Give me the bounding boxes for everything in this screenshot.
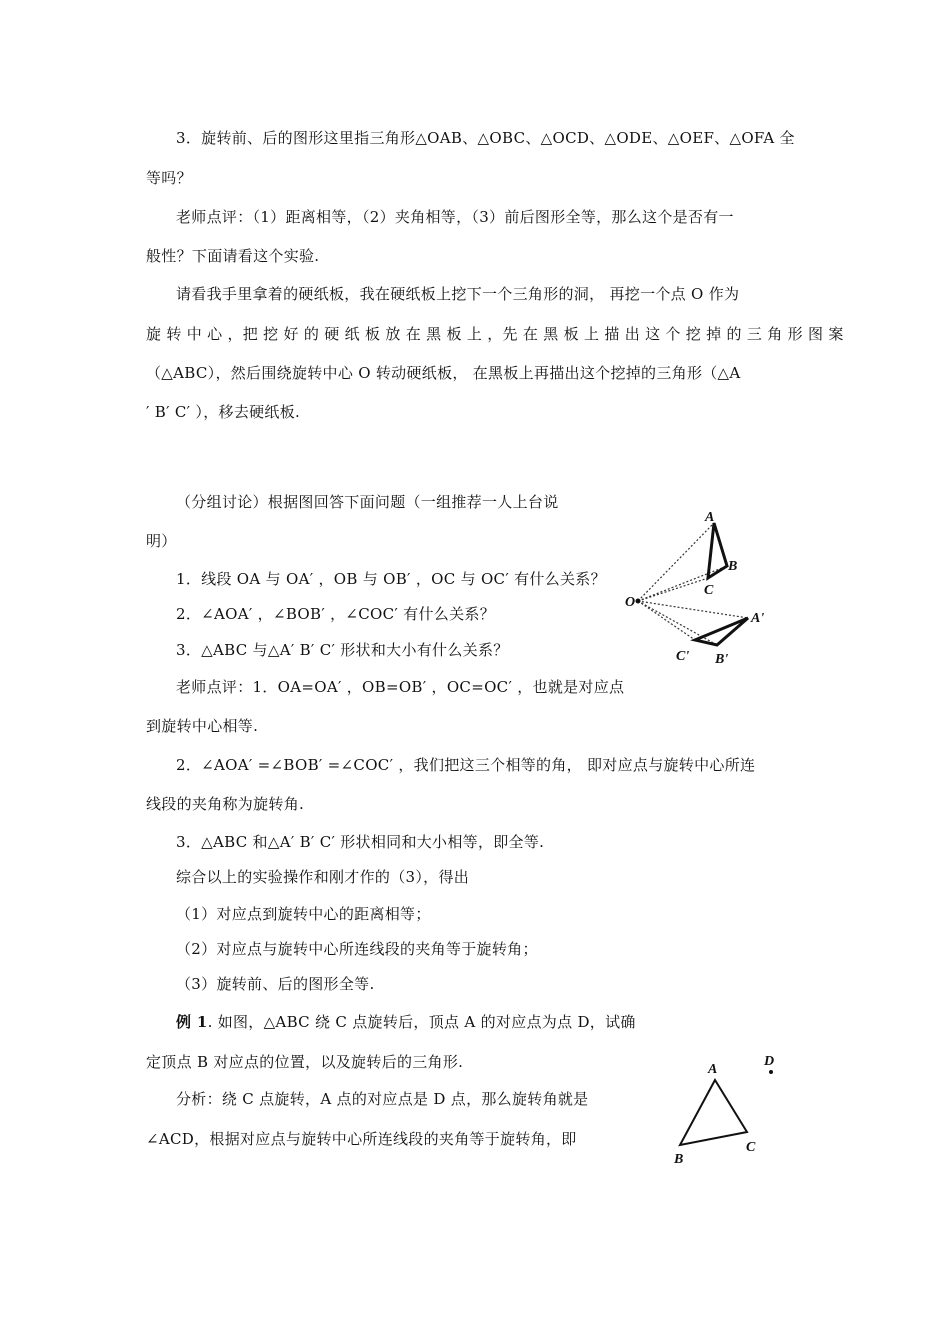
label-c: C — [704, 583, 714, 598]
label-d: D — [764, 1054, 775, 1069]
question-3-line-2: 等吗？ — [146, 169, 192, 187]
label-b: B — [728, 559, 738, 574]
comment-2-line-1: 2．∠AOA′ =∠BOB′ =∠COC′ ，我们把这三个相等的角， 即对应点与旋转中心所连 — [176, 756, 756, 774]
label-o: O — [625, 595, 636, 610]
example-1-line-2: 定顶点 B 对应点的位置，以及旋转后的三角形. — [146, 1053, 464, 1071]
comment-1-line-1: 老师点评：1．OA=OA′ ，OB=OB′ ，OC=OC′ ，也就是对应点 — [176, 678, 625, 696]
label-b-prime: B' — [715, 652, 729, 667]
experiment-line-3: （△ABC），然后围绕旋转中心 O 转动硬纸板， 在黑板上再描出这个挖掉的三角形（△A — [146, 364, 741, 382]
experiment-line-4: ′ B′ C′ ），移去硬纸板. — [146, 403, 301, 421]
dashed-connector-lines — [638, 523, 748, 645]
analysis-line-2: ∠ACD，根据对应点与旋转中心所连线段的夹角等于旋转角，即 — [146, 1130, 577, 1148]
discussion-intro-line-1: （分组讨论）根据图回答下面问题（一组推荐一人上台说 — [176, 493, 559, 511]
discussion-question-3: 3．△ABC 与△A′ B′ C′ 形状和大小有什么关系？ — [176, 641, 509, 659]
label-a-prime: A' — [751, 611, 765, 626]
label-a: A — [708, 1062, 718, 1077]
example-1-line-1 — [176, 1012, 636, 1032]
rotation-center-point — [636, 599, 641, 604]
discussion-question-2: 2．∠AOA′ ，∠BOB′ ，∠COC′ 有什么关系？ — [176, 605, 496, 623]
label-b: B — [674, 1152, 684, 1167]
experiment-line-2: 旋 转 中 心 ，把 挖 好 的 硬 纸 板 放 在 黑 板 上 ，先 在 黑 板 上 描 出 这 个 挖 掉 的 三 角 形 图 案 — [146, 325, 844, 343]
discussion-question-1: 1．线段 OA 与 OA′ ，OB 与 OB′ ，OC 与 OC′ 有什么关系？ — [176, 570, 606, 588]
comment-3: 3．△ABC 和△A′ B′ C′ 形状相同和大小相等，即全等. — [176, 833, 545, 851]
summary-item-1: （1）对应点到旋转中心的距离相等； — [176, 905, 431, 923]
discussion-intro-line-2: 明） — [146, 532, 177, 550]
point-d — [769, 1070, 773, 1074]
example-label: 例 1 — [176, 1013, 208, 1031]
summary-intro: 综合以上的实验操作和刚才作的（3），得出 — [176, 868, 470, 886]
summary-item-3: （3）旋转前、后的图形全等. — [176, 975, 375, 993]
teacher-comment-line-2: 般性？下面请看这个实验. — [146, 247, 320, 265]
rotation-figure — [620, 500, 780, 680]
comment-2-line-2: 线段的夹角称为旋转角. — [146, 795, 305, 813]
question-3-line-1: 3．旋转前、后的图形这里指三角形△OAB、△OBC、△OCD、△ODE、△OEF、△OFA 全 — [176, 129, 795, 147]
label-c-prime: C' — [676, 649, 690, 664]
analysis-line-1: 分析：绕 C 点旋转，A 点的对应点是 D 点，那么旋转角就是 — [176, 1090, 589, 1108]
label-a: A — [705, 510, 715, 525]
label-c: C — [746, 1140, 756, 1155]
triangle-abc-example — [680, 1080, 747, 1145]
example-1-text: . 如图，△ABC 绕 C 点旋转后，顶点 A 的对应点为点 D，试确 — [207, 1013, 636, 1031]
experiment-line-1: 请看我手里拿着的硬纸板，我在硬纸板上挖下一个三角形的洞， 再挖一个点 O 作为 — [176, 285, 740, 303]
teacher-comment-line-1: 老师点评：（1）距离相等，（2）夹角相等，（3）前后图形全等，那么这个是否有一 — [176, 208, 734, 226]
example-figure — [660, 1045, 790, 1175]
comment-1-line-2: 到旋转中心相等. — [146, 717, 259, 735]
triangle-abc-prime — [695, 618, 748, 645]
summary-item-2: （2）对应点与旋转中心所连线段的夹角等于旋转角； — [176, 940, 538, 958]
